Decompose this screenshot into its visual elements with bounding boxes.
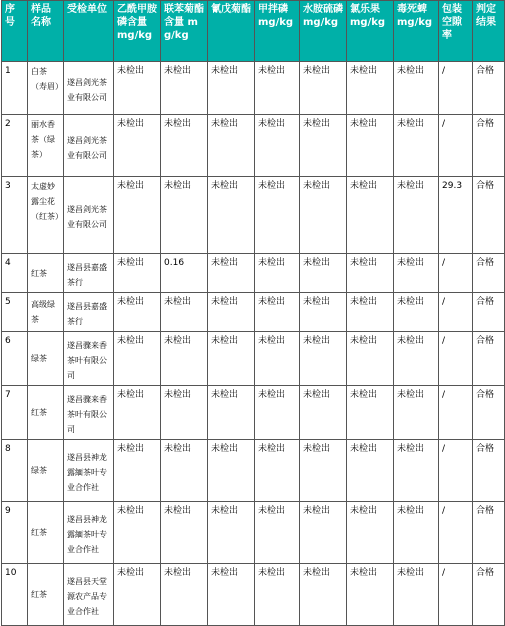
phorate-value: 未检出 (255, 564, 300, 626)
packaging-void-ratio-value: / (439, 564, 473, 626)
packaging-void-ratio-value: / (439, 386, 473, 440)
table-row (2, 440, 505, 502)
judgement-result: 合格 (473, 564, 505, 626)
omethoate-value: 未检出 (347, 440, 394, 502)
bifenthrin-value: 未检出 (161, 177, 208, 254)
acephate-value: 未检出 (114, 386, 161, 440)
omethoate-value: 未检出 (347, 62, 394, 115)
fenvalerate-value: 未检出 (208, 386, 255, 440)
judgement-result: 合格 (473, 115, 505, 177)
judgement-result: 合格 (473, 254, 505, 293)
row-number: 5 (2, 293, 28, 332)
header-acephate: 乙酰甲胺磷含量 mg/kg (114, 1, 161, 62)
isocarbophos-value: 未检出 (300, 564, 347, 626)
table-row (2, 177, 505, 254)
omethoate-value: 未检出 (347, 177, 394, 254)
bifenthrin-value: 未检出 (161, 502, 208, 564)
fenvalerate-value: 未检出 (208, 564, 255, 626)
fenvalerate-value: 未检出 (208, 115, 255, 177)
judgement-result: 合格 (473, 62, 505, 115)
phorate-value: 未检出 (255, 502, 300, 564)
header-bifenthrin: 联苯菊酯含量 mg/kg (161, 1, 208, 62)
inspected-unit: 遂昌县嘉盛茶行 (64, 293, 114, 332)
phorate-value: 未检出 (255, 386, 300, 440)
chlorpyrifos-value: 未检出 (394, 293, 439, 332)
fenvalerate-value: 未检出 (208, 440, 255, 502)
acephate-value: 未检出 (114, 502, 161, 564)
sample-name: 丽水香茶（绿茶） (28, 115, 64, 177)
header-isocarbophos: 水胺硫磷 mg/kg (300, 1, 347, 62)
fenvalerate-value: 未检出 (208, 332, 255, 386)
inspected-unit: 遂昌剑光茶业有限公司 (64, 115, 114, 177)
row-number: 9 (2, 502, 28, 564)
inspected-unit: 遂昌县嘉盛茶行 (64, 254, 114, 293)
table-header-row (2, 1, 505, 62)
judgement-result: 合格 (473, 177, 505, 254)
omethoate-value: 未检出 (347, 564, 394, 626)
judgement-result: 合格 (473, 440, 505, 502)
omethoate-value: 未检出 (347, 502, 394, 564)
phorate-value: 未检出 (255, 62, 300, 115)
isocarbophos-value: 未检出 (300, 332, 347, 386)
table-row (2, 564, 505, 626)
isocarbophos-value: 未检出 (300, 293, 347, 332)
phorate-value: 未检出 (255, 254, 300, 293)
row-number: 2 (2, 115, 28, 177)
judgement-result: 合格 (473, 386, 505, 440)
chlorpyrifos-value: 未检出 (394, 564, 439, 626)
isocarbophos-value: 未检出 (300, 440, 347, 502)
row-number: 1 (2, 62, 28, 115)
acephate-value: 未检出 (114, 254, 161, 293)
packaging-void-ratio-value: 29.3 (439, 177, 473, 254)
chlorpyrifos-value: 未检出 (394, 332, 439, 386)
packaging-void-ratio-value: / (439, 115, 473, 177)
omethoate-value: 未检出 (347, 332, 394, 386)
fenvalerate-value: 未检出 (208, 62, 255, 115)
phorate-value: 未检出 (255, 115, 300, 177)
row-number: 7 (2, 386, 28, 440)
fenvalerate-value: 未检出 (208, 177, 255, 254)
isocarbophos-value: 未检出 (300, 502, 347, 564)
row-number: 8 (2, 440, 28, 502)
header-packaging-void-ratio: 包装空隙率 (439, 1, 473, 62)
chlorpyrifos-value: 未检出 (394, 177, 439, 254)
header-no: 序号 (2, 1, 28, 62)
packaging-void-ratio-value: / (439, 332, 473, 386)
table-row (2, 386, 505, 440)
judgement-result: 合格 (473, 502, 505, 564)
phorate-value: 未检出 (255, 293, 300, 332)
isocarbophos-value: 未检出 (300, 177, 347, 254)
fenvalerate-value: 未检出 (208, 254, 255, 293)
table-row (2, 293, 505, 332)
bifenthrin-value: 未检出 (161, 293, 208, 332)
inspected-unit: 遂昌骤来香茶叶有限公司 (64, 332, 114, 386)
packaging-void-ratio-value: / (439, 293, 473, 332)
packaging-void-ratio-value: / (439, 440, 473, 502)
bifenthrin-value: 未检出 (161, 440, 208, 502)
inspection-results-table (1, 0, 505, 626)
header-phorate: 甲拌磷 mg/kg (255, 1, 300, 62)
packaging-void-ratio-value: / (439, 62, 473, 115)
acephate-value: 未检出 (114, 293, 161, 332)
inspected-unit: 遂昌骤来香茶叶有限公司 (64, 386, 114, 440)
header-judgement: 判定结果 (473, 1, 505, 62)
fenvalerate-value: 未检出 (208, 293, 255, 332)
bifenthrin-value: 未检出 (161, 62, 208, 115)
acephate-value: 未检出 (114, 440, 161, 502)
packaging-void-ratio-value: / (439, 502, 473, 564)
bifenthrin-value: 未检出 (161, 386, 208, 440)
fenvalerate-value: 未检出 (208, 502, 255, 564)
table-row (2, 62, 505, 115)
chlorpyrifos-value: 未检出 (394, 115, 439, 177)
chlorpyrifos-value: 未检出 (394, 440, 439, 502)
sample-name: 绿茶 (28, 440, 64, 502)
bifenthrin-value: 0.16 (161, 254, 208, 293)
inspected-unit: 遂昌县神龙露緬茶叶专业合作社 (64, 440, 114, 502)
phorate-value: 未检出 (255, 332, 300, 386)
bifenthrin-value: 未检出 (161, 564, 208, 626)
omethoate-value: 未检出 (347, 115, 394, 177)
row-number: 10 (2, 564, 28, 626)
row-number: 3 (2, 177, 28, 254)
sample-name: 红茶 (28, 254, 64, 293)
sample-name: 红茶 (28, 564, 64, 626)
chlorpyrifos-value: 未检出 (394, 386, 439, 440)
table-row (2, 502, 505, 564)
row-number: 6 (2, 332, 28, 386)
acephate-value: 未检出 (114, 332, 161, 386)
phorate-value: 未检出 (255, 440, 300, 502)
chlorpyrifos-value: 未检出 (394, 502, 439, 564)
row-number: 4 (2, 254, 28, 293)
header-inspected-unit: 受检单位 (64, 1, 114, 62)
acephate-value: 未检出 (114, 62, 161, 115)
header-chlorpyrifos: 毒死蜱 mg/kg (394, 1, 439, 62)
omethoate-value: 未检出 (347, 293, 394, 332)
chlorpyrifos-value: 未检出 (394, 62, 439, 115)
sample-name: 白茶（寿眉） (28, 62, 64, 115)
chlorpyrifos-value: 未检出 (394, 254, 439, 293)
inspected-unit: 遂昌剑光茶业有限公司 (64, 62, 114, 115)
judgement-result: 合格 (473, 293, 505, 332)
judgement-result: 合格 (473, 332, 505, 386)
bifenthrin-value: 未检出 (161, 115, 208, 177)
sample-name: 高级绿茶 (28, 293, 64, 332)
omethoate-value: 未检出 (347, 386, 394, 440)
header-omethoate: 氯乐果 mg/kg (347, 1, 394, 62)
inspected-unit: 遂昌剑光茶业有限公司 (64, 177, 114, 254)
packaging-void-ratio-value: / (439, 254, 473, 293)
acephate-value: 未检出 (114, 177, 161, 254)
sample-name: 红茶 (28, 386, 64, 440)
bifenthrin-value: 未检出 (161, 332, 208, 386)
sample-name: 太虚妙露尘花（红茶） (28, 177, 64, 254)
phorate-value: 未检出 (255, 177, 300, 254)
table-row (2, 115, 505, 177)
inspected-unit: 遂昌县天堂源农产品专业合作社 (64, 564, 114, 626)
header-sample-name: 样品名称 (28, 1, 64, 62)
inspected-unit: 遂昌县神龙露緬茶叶专业合作社 (64, 502, 114, 564)
omethoate-value: 未检出 (347, 254, 394, 293)
table-row (2, 254, 505, 293)
isocarbophos-value: 未检出 (300, 115, 347, 177)
table-row (2, 332, 505, 386)
sample-name: 绿茶 (28, 332, 64, 386)
sample-name: 红茶 (28, 502, 64, 564)
isocarbophos-value: 未检出 (300, 254, 347, 293)
acephate-value: 未检出 (114, 564, 161, 626)
isocarbophos-value: 未检出 (300, 62, 347, 115)
header-fenvalerate: 氰戊菊酯 (208, 1, 255, 62)
acephate-value: 未检出 (114, 115, 161, 177)
isocarbophos-value: 未检出 (300, 386, 347, 440)
